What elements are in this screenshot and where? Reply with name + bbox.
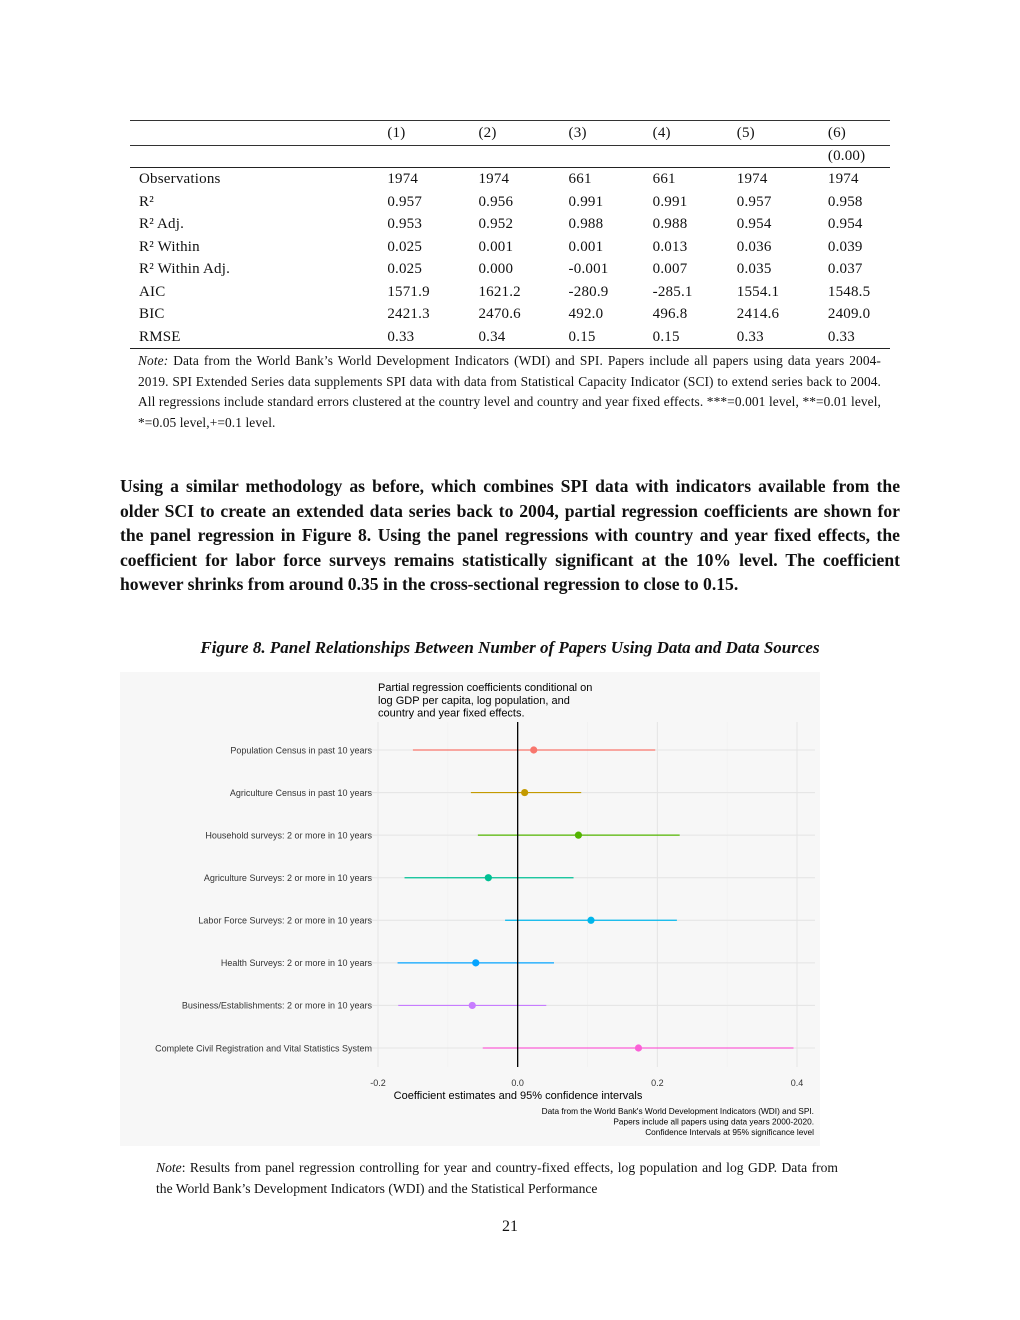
table-cell [478, 146, 568, 168]
note-label: Note [156, 1160, 182, 1175]
table-row [130, 303, 890, 326]
table-cell: -285.1 [652, 283, 693, 300]
x-tick-label: 0.0 [511, 1078, 524, 1088]
y-axis-label: Health Surveys: 2 or more in 10 years [220, 958, 372, 969]
body-paragraph: Using a similar methodology as before, which combines SPI data with indicators available from the older SCI to create an extended data series back to 2004, partial regression coefficients are shown for the panel regression in Figure 8. Using the panel regressions with country and year fixed effects, the coefficient for labor force surveys remains statistically significant at the 10% level. The coefficient however shrinks from around 0.35 in the cross-sectional regression to close to 0.15. [120, 476, 900, 595]
table-note [138, 351, 881, 433]
table-cell: 0.001 [478, 238, 514, 255]
table-cell: 0.957 [736, 193, 772, 210]
y-axis-label: Agriculture Surveys: 2 or more in 10 years [203, 873, 372, 884]
figure-note [156, 1158, 838, 1199]
row-label: AIC [139, 283, 166, 300]
note-text: : Results from panel regression controlling for year and country-fixed effects, log population and log GDP. Data from the World Bank’s Development Indicators (WDI) and the Statistical Performance [156, 1160, 838, 1196]
table-cell: 2409.0 [827, 306, 871, 322]
table-cell: 0.952 [478, 216, 514, 232]
coefficient-point [635, 1044, 642, 1051]
table-cell: 0.991 [652, 193, 688, 210]
table-cell: 0.988 [652, 216, 688, 232]
table-header-cell: (1) [387, 121, 478, 146]
y-axis-label: Business/Establishments: 2 or more in 10 years [181, 1000, 372, 1011]
table-cell [130, 146, 387, 168]
figure-caption: Figure 8. Panel Relationships Between Number of Papers Using Data and Data Sources [200, 638, 820, 657]
table-subheader-row [130, 146, 890, 168]
note-label: Note: [138, 353, 169, 368]
coefficient-point [521, 789, 528, 796]
table-row [130, 213, 890, 236]
table-cell: 661 [652, 171, 676, 187]
y-axis-label: Household surveys: 2 or more in 10 years [205, 830, 372, 841]
note-text: Data from the World Bank’s World Development Indicators (WDI) and SPI. Papers include all papers using data years 2004-2019. SPI Extended Series data supplements SPI data with data from Statistical Capacity Indicator (SCI) to extend series back to 2004. All regressions include standard errors clustered at the country level and country and year fixed effects. ***=0.001 level, **=0.01 level, *=0.05 level,+=0.1 level. [138, 353, 881, 430]
table-cell: 0.33 [387, 326, 478, 349]
table-cell: (0.00) [828, 146, 890, 168]
table-header-cell: (2) [478, 121, 568, 146]
table-cell: 0.34 [478, 326, 568, 349]
table-cell: 1571.9 [387, 283, 430, 300]
table-cell: -280.9 [568, 283, 609, 300]
regression-table [130, 120, 890, 349]
confidence-intervals [398, 750, 794, 1048]
coefficient-point [485, 874, 492, 881]
table-row [130, 281, 890, 304]
table-cell: 0.957 [387, 193, 423, 210]
table-cell: 0.991 [568, 193, 604, 210]
grid [362, 722, 815, 1067]
table-cell: 0.025 [387, 238, 423, 255]
table-cell: 0.025 [387, 261, 423, 277]
table-cell: 2421.3 [387, 306, 430, 322]
table-cell [569, 146, 653, 168]
table-row [130, 326, 890, 349]
table-cell: 2470.6 [478, 306, 521, 322]
chart-caption-line: Confidence Intervals at 95% significance level [645, 1126, 814, 1137]
table-cell: 0.035 [736, 261, 772, 277]
coefficient-plot [120, 672, 820, 1146]
coefficient-point [587, 917, 594, 924]
row-label: R² Adj. [139, 216, 185, 232]
table-cell: 0.958 [827, 193, 863, 210]
table-header-row [130, 121, 890, 146]
table-cell: -0.001 [568, 261, 609, 277]
table-cell: 0.037 [827, 261, 863, 277]
table-cell: 1974 [387, 171, 419, 187]
x-tick-label: -0.2 [370, 1078, 386, 1088]
table-cell [737, 146, 828, 168]
row-label: R² Within Adj. [139, 261, 231, 277]
x-axis-label: Coefficient estimates and 95% confidence intervals [393, 1090, 643, 1102]
table-cell: 496.8 [652, 306, 688, 322]
coefficient-point [472, 959, 479, 966]
table-cell: 661 [568, 171, 592, 187]
row-label: R² [139, 193, 154, 210]
table-cell: 1974 [736, 171, 768, 187]
table-cell: 1621.2 [478, 283, 521, 300]
table-cell: 0.953 [387, 216, 423, 232]
chart-title [378, 682, 592, 720]
coefficient-point [530, 746, 537, 753]
chart-caption [542, 1106, 815, 1137]
table-cell: 0.001 [568, 238, 604, 255]
table-cell: 1548.5 [827, 283, 871, 300]
table-cell: 0.000 [478, 261, 514, 277]
table-cell: 0.33 [828, 326, 890, 349]
chart-caption-line: Data from the World Bank's World Development Indicators (WDI) and SPI. [541, 1106, 814, 1116]
table-header-cell: (6) [828, 121, 890, 146]
table-cell: 1974 [478, 171, 510, 187]
table-cell: 0.039 [827, 238, 863, 255]
y-axis-labels [155, 745, 372, 1053]
chart-title-line: country and year fixed effects. [378, 707, 525, 720]
table-cell: 0.33 [737, 326, 828, 349]
y-axis-label: Complete Civil Registration and Vital Statistics System [155, 1043, 372, 1054]
table-cell: 1974 [827, 171, 859, 187]
table-cell [653, 146, 737, 168]
x-axis-ticks [370, 1078, 803, 1088]
table-header-cell: (4) [653, 121, 737, 146]
table-header-cell [130, 121, 387, 146]
y-axis-label: Labor Force Surveys: 2 or more in 10 years [198, 915, 372, 926]
row-label: RMSE [130, 326, 387, 349]
x-tick-label: 0.4 [790, 1078, 804, 1088]
x-tick-label: 0.2 [651, 1078, 664, 1088]
table-cell: 2414.6 [736, 306, 780, 322]
chart-title-line: Partial regression coefficients conditional on [378, 682, 593, 694]
table-cell: 0.007 [652, 261, 688, 277]
table-cell [387, 146, 478, 168]
chart-caption-line: Papers include all papers using data years 2000-2020. [613, 1116, 814, 1127]
coefficient-point [469, 1002, 476, 1009]
table-cell: 1554.1 [736, 283, 780, 300]
row-label: R² Within [139, 238, 200, 255]
table-header-cell: (3) [569, 121, 653, 146]
table-cell: 492.0 [568, 306, 604, 322]
chart-title-line: log GDP per capita, log population, and [378, 694, 570, 707]
y-axis-label: Agriculture Census in past 10 years [229, 787, 372, 798]
row-label: BIC [139, 306, 165, 322]
coefficient-point [575, 832, 582, 839]
table-cell: 0.954 [827, 216, 863, 232]
table-row [130, 236, 890, 259]
table-cell: 0.956 [478, 193, 514, 210]
table-body [130, 168, 890, 349]
table-cell: 0.036 [736, 238, 772, 255]
table-header-cell: (5) [737, 121, 828, 146]
table-row [130, 168, 890, 191]
table-cell: 0.954 [736, 216, 772, 232]
table-cell: 0.15 [653, 326, 737, 349]
page-number: 21 [502, 1218, 518, 1235]
table-cell: 0.15 [569, 326, 653, 349]
table-row [130, 258, 890, 281]
table-row [130, 191, 890, 214]
table-cell: 0.013 [652, 238, 688, 255]
row-label: Observations [139, 171, 221, 187]
y-axis-label: Population Census in past 10 years [230, 745, 372, 756]
table-cell: 0.988 [568, 216, 604, 232]
